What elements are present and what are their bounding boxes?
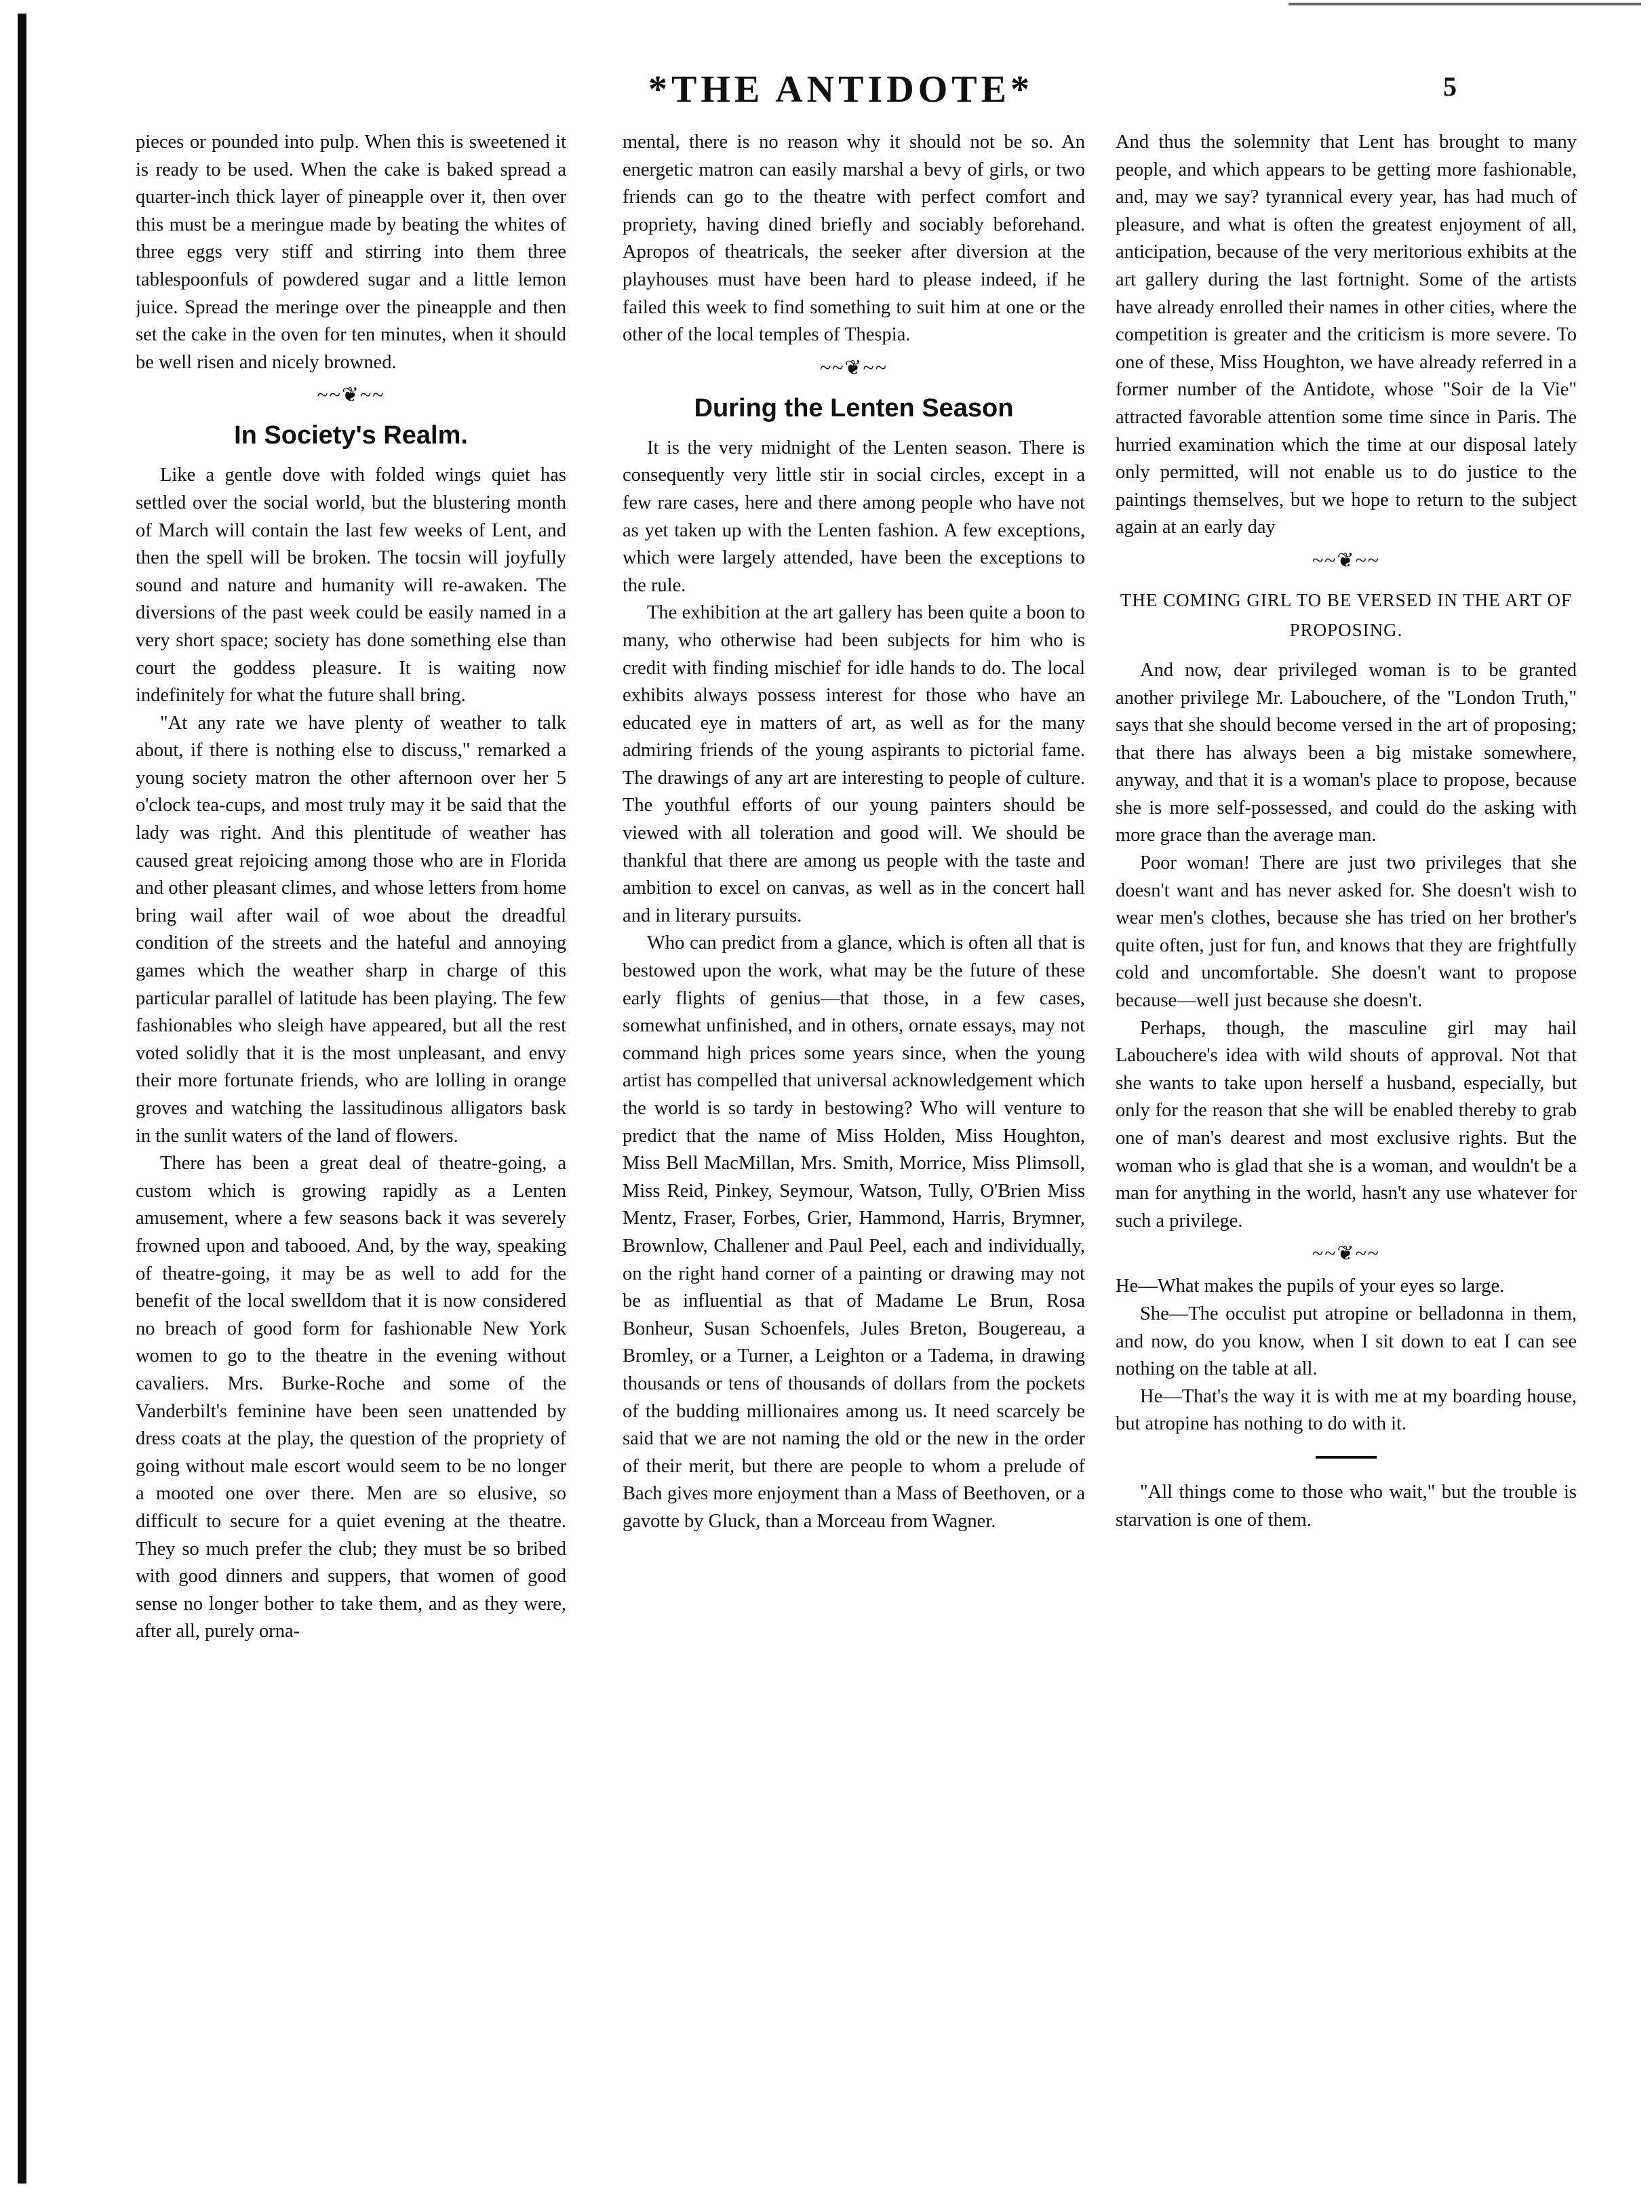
page-number: 5: [1443, 71, 1457, 102]
joke-line: He—That's the way it is with me at my boarding house, but atropine has nothing to do with it.: [1116, 1385, 1577, 1435]
column-1: [136, 129, 566, 2156]
top-edge-rule: [1289, 3, 1641, 5]
society-paragraph: There has been a great deal of theatre-going, a custom which is growing rapidly as a Lenten amusement, where a few seasons back it was severely frowned upon and tabooed. And, by the way, speaking of theatre-going, it may be as well to add for the benefit of the local swelldom that it is now considered no breach of good form for fashionable New York women to go to the theatre in the evening without cavaliers. Mrs. Burke-Roche and some of the Vanderbilt's feminine have been seen unattended by dress coats at the play, the question of the propriety of going without male escort would seem to be no longer a mooted one over there. Men are so elusive, so difficult to secure for a quiet evening at the theatre. They so much prefer the club; they must be so bribed with good dinners and suppers, that women of good sense no longer bother to take them, and as they were, after all, purely orna-: [136, 1153, 566, 1642]
column-3: [1116, 129, 1577, 2156]
lenten-heading: During the Lenten Season: [694, 393, 1014, 422]
ornament-divider: ~~❦~~: [1312, 1242, 1381, 1265]
masthead: *THE ANTIDOTE*: [648, 68, 1034, 111]
left-margin-rule: [18, 14, 26, 2184]
proposing-paragraph: Perhaps, though, the masculine girl may hail Labouchere's idea with wild shouts of approval. Not that she wants to take upon herself a husband, especially, but only for the reason that she will be enabled thereby to grab one of man's dearest and most exclusive rights. But the woman who is glad that she is a woman, and wouldn't be a man for anything in the world, hasn't any use whatever for such a privilege.: [1116, 1017, 1577, 1231]
theatre-continuation: mental, there is no reason why it should not be so. An energetic matron can easily marshal a bevy of girls, or two friends can go to the theatre with perfect comfort and propriety, having dined briefly and sociably beforehand. Apropos of theatricals, the seeker after diversion at the playhouses must have been hard to please indeed, if he failed this week to find something to suit him at one or the other of the local temples of Thespia.: [623, 132, 1085, 346]
joke-line: He—What makes the pupils of your eyes so large.: [1116, 1276, 1505, 1297]
society-paragraph: "At any rate we have plenty of weather to talk about, if there is nothing else to discuss," remarked a young society matron the other afternoon over her 5 o'clock tea-cups, and most truly may it be said that the lady was right. And this plentitude of weather has caused great rejoicing among those who are in Florida and other pleasant climes, and whose letters from home bring wail after wail of woe about the dreadful condition of the streets and the hateful and annoying games which the weather sharp in charge of this particular parallel of latitude has been playing. The few fashionables who sleigh have appeared, but all the rest voted solidly that it is the most unpleasant, and envy their more fortunate friends, who are lolling in orange groves and watching the lassitudinous alligators bask in the sunlit waters of the land of flowers.: [136, 712, 566, 1147]
society-heading: In Society's Realm.: [234, 421, 468, 450]
ornament-divider: ~~❦~~: [1312, 549, 1381, 572]
lenten-paragraph: The exhibition at the art gallery has been quite a boon to many, who otherwise had been subjects for him who is credit with finding mischief for idle hands to do. The local exhibits always possess interest for those who have an educated eye in matters of art, as well as for the many admiring friends of the young aspirants to pictorial fame. The drawings of any art are interesting to people of culture. The youthful efforts of our young painters should be viewed with all toleration and good will. We should be thankful that there are among us people with the taste and ambition to excel on canvas, as well as in the concert hall and in literary pursuits.: [623, 602, 1085, 926]
ornament-divider: ~~❦~~: [317, 384, 385, 407]
proposing-paragraph: And now, dear privileged woman is to be granted another privilege Mr. Labouchere, of the "London Truth," says that she should become versed in the art of proposing; that there has always been a big mistake somewhere, anyway, and that it is a woman's place to propose, because she is more self-possessed, and could do the asking with more grace than the average man.: [1116, 659, 1577, 846]
lenten-paragraph: Who can predict from a glance, which is often all that is bestowed upon the work, what may be the future of these early flights of genius—that those, in a few cases, somewhat unfinished, and in others, ornate essays, may not command high prices some years since, when the young artist has compelled that universal acknowledgement which the world is so tardy in bestowing? Who will venture to predict that the name of Miss Holden, Miss Houghton, Miss Bell MacMillan, Mrs. Smith, Morrice, Miss Plimsoll, Miss Reid, Pinkey, Seymour, Watson, Tully, O'Brien Miss Mentz, Fraser, Forbes, Grier, Hammond, Harris, Brymner, Brownlow, Challener and Paul Peel, each and individually, on the right hand corner of a painting or drawing may not be as influential as that of Madame Le Brun, Rosa Bonheur, Susan Schoenfels, Jules Breton, Bougereau, a Bromley, or a Turner, a Leighton or a Tadema, in drawing thousands or tens of thousands of dollars from the pockets of the budding millionaires among us. It need scarcely be said that we are not naming the old or the new in the order of their merit, but there are people to whom a prelude of Bach gives more enjoyment than a Mass of Beethoven, or a gavotte by Gluck, than a Morceau from Wagner.: [623, 932, 1085, 1532]
joke-line: She—The occulist put atropine or belladonna in them, and now, do you know, when I sit down to eat I can see nothing on the table at all.: [1116, 1303, 1577, 1380]
society-paragraph: Like a gentle dove with folded wings quiet has settled over the social world, but the blustering month of March will contain the last few weeks of Lent, and then the spell will be broken. The tocsin will joyfully sound and nature and humanity will re-awaken. The diversions of the past week could be easily named in a very short space; society has done something else than court the goddess pleasure. It is waiting now indefinitely for what the future shall bring.: [136, 465, 566, 707]
short-rule: [1316, 1456, 1377, 1459]
column-2: [623, 129, 1085, 2156]
lenten-paragraph: It is the very midnight of the Lenten season. There is consequently very little stir in social circles, except in a few rare cases, here and there among people who have not as yet taken up with the Lenten fashion. A few exceptions, which were largely attended, have been the exceptions to the rule.: [623, 437, 1085, 596]
closing-quote: "All things come to those who wait," but the trouble is starvation is one of them.: [1116, 1481, 1577, 1530]
ornament-divider: ~~❦~~: [819, 356, 888, 379]
proposing-heading: THE COMING GIRL TO BE VERSED IN THE ART OF PROPOSING.: [1120, 589, 1573, 640]
proposing-paragraph: Poor woman! There are just two privileges that she doesn't want and has never asked for. She doesn't wish to wear men's clothes, because she has tried on her brother's quite often, just for fun, and knows that they are frightfully cold and uncomfortable. She doesn't want to propose because—well just because she doesn't.: [1116, 852, 1577, 1012]
lent-continuation: And thus the solemnity that Lent has brought to many people, and which appears to be getting more fashionable, and, may we say? tyrannical every year, has had much of pleasure, and what is often the greatest enjoyment of all, anticipation, because of the very meritorious exhibits at the art gallery during the last fortnight. Some of the artists have already enrolled their names in other cities, where the competition is greater and the criticism is more severe. To one of these, Miss Houghton, we have already referred in a former number of the Antidote, whose "Soir de la Vie" attracted favorable attention some time since in Paris. The hurried examination which the time at our disposal lately only permitted, will not enable us to do justice to the paintings themselves, but we hope to return to the subject again at an early day: [1116, 132, 1577, 538]
recipe-continuation: pieces or pounded into pulp. When this is sweetened it is ready to be used. When the cake is baked spread a quarter-inch thick layer of pineapple over it, then over this must be a meringue made by beating the whites of three eggs very stiff and stirring into them three tablespoonfuls of powdered sugar and a little lemon juice. Spread the meringe over the pineapple and then set the cake in the oven for ten minutes, when it should be well risen and nicely browned.: [136, 132, 566, 373]
